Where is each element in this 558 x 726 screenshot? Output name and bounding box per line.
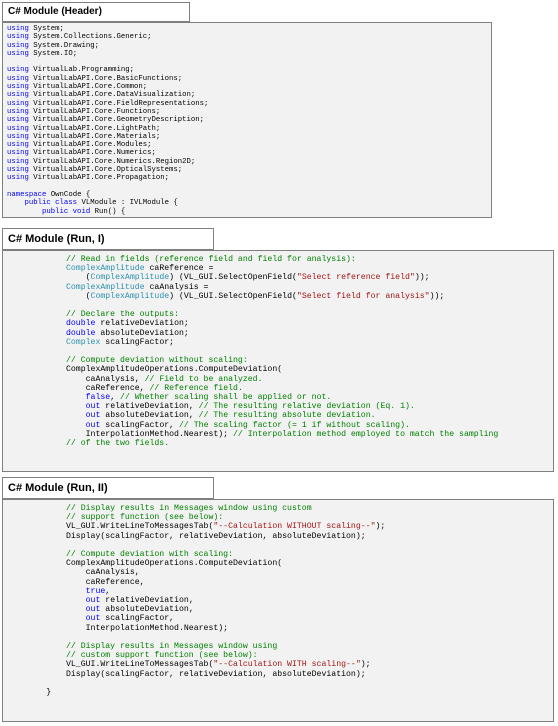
code-token: out: [85, 411, 101, 421]
code-token: ComplexAmplitude: [90, 291, 170, 301]
code-token: VirtualLabAPI.Core.Numerics;: [28, 149, 156, 158]
code-token: using: [7, 41, 29, 50]
code-token: ));: [429, 291, 445, 301]
code-token: [7, 208, 42, 216]
code-line: [7, 587, 549, 596]
code-token: VL_GUI.WriteLineToMessagesTab(: [7, 660, 214, 670]
code-line: [7, 365, 549, 374]
code-token: [7, 411, 86, 420]
code-line: [7, 141, 487, 149]
code-token: // Display results in Messages window using: [7, 642, 278, 652]
code-line: [7, 133, 487, 141]
code-line: [7, 83, 487, 91]
code-token: // Compute deviation without scaling:: [7, 356, 248, 366]
code-token: // Read in fields (reference field and field for analysis):: [7, 255, 356, 264]
code-listing: [7, 255, 549, 448]
code-token: using: [7, 132, 29, 141]
code-token: absoluteDeviation;: [95, 328, 189, 338]
code-token: ComplexAmplitude: [90, 273, 170, 283]
code-token: "Select reference field": [296, 273, 415, 283]
code-block-header: [2, 22, 492, 218]
code-token: System.Collections.Generic;: [28, 33, 152, 42]
section-title: C# Module (Header): [8, 6, 102, 17]
code-token: ));: [414, 273, 430, 283]
code-token: using: [7, 141, 29, 150]
code-token: using: [7, 99, 29, 108]
code-token: [7, 338, 66, 347]
code-token: VirtualLab.Programming;: [28, 66, 134, 75]
code-token: false: [85, 393, 111, 403]
code-token: using: [7, 157, 29, 166]
code-line: [7, 100, 487, 108]
code-line: [7, 208, 487, 216]
code-line: [7, 75, 487, 83]
code-token: [7, 393, 86, 402]
code-token: System;: [28, 25, 64, 33]
code-token: relativeDeviation,: [100, 596, 194, 606]
code-token: ) (VL_GUI.SelectOpenField(: [169, 291, 297, 301]
code-token: double: [65, 319, 96, 329]
code-line: [7, 568, 549, 577]
code-token: // Field to be analyzed.: [144, 374, 263, 384]
section-header-header: [2, 2, 190, 22]
code-line: [7, 273, 549, 282]
code-token: ComplexAmplitude: [65, 264, 145, 274]
code-token: // of the two fields.: [7, 439, 170, 449]
code-line: [7, 421, 549, 430]
code-line: [7, 292, 549, 301]
code-token: relativeDeviation;: [95, 319, 189, 329]
code-token: using: [7, 66, 29, 75]
code-line: [7, 255, 549, 264]
code-line: [7, 578, 549, 587]
code-token: ,: [110, 393, 121, 403]
code-token: caAnalysis,: [7, 374, 145, 384]
code-line: [7, 319, 549, 328]
code-token: VL_GUI.WriteLineToMessagesTab(: [7, 522, 214, 532]
code-line: [7, 125, 487, 133]
code-line: [7, 522, 549, 531]
code-token: caAnalysis,: [7, 568, 140, 578]
code-token: VirtualLabAPI.Core.Modules;: [28, 141, 152, 150]
code-token: double: [65, 328, 96, 338]
code-token: using: [7, 91, 29, 100]
code-line: [7, 439, 549, 448]
code-token: VirtualLabAPI.Core.LightPath;: [28, 124, 161, 133]
code-token: // support function (see below):: [7, 513, 224, 523]
code-line: [7, 158, 487, 166]
code-token: System.IO;: [28, 49, 78, 58]
code-token: out: [85, 605, 101, 615]
code-token: );: [375, 522, 386, 532]
code-token: [7, 264, 66, 273]
code-line: [7, 550, 549, 559]
code-line: [7, 347, 549, 356]
code-line: [7, 411, 549, 420]
code-token: VirtualLabAPI.Core.Materials;: [28, 132, 161, 141]
code-line: [7, 430, 549, 439]
code-token: scalingFactor,: [100, 614, 175, 624]
code-line: [7, 660, 549, 669]
code-token: scalingFactor,: [100, 420, 179, 430]
code-token: (: [7, 273, 91, 283]
code-token: using: [7, 149, 29, 158]
code-token: [7, 587, 86, 596]
code-token: [7, 283, 66, 292]
code-line: [7, 624, 549, 633]
code-token: VLModule : IVLModule {: [77, 199, 178, 208]
code-token: out: [85, 596, 101, 606]
code-line: [7, 375, 549, 384]
code-line: [7, 642, 549, 651]
code-token: // The resulting absolute deviation.: [198, 411, 376, 421]
code-token: using: [7, 25, 29, 33]
code-token: true: [85, 586, 106, 596]
code-token: // Declare the outputs:: [7, 310, 179, 320]
code-token: [7, 614, 86, 623]
code-token: using: [7, 74, 29, 83]
code-line: [7, 116, 487, 124]
code-token: ComplexAmplitudeOperations.ComputeDeviation(: [7, 365, 283, 375]
code-token: public class: [24, 199, 78, 208]
section-header-run-2: [2, 477, 214, 499]
code-token: using: [7, 166, 29, 175]
code-line: [7, 66, 487, 74]
code-token: relativeDeviation,: [100, 402, 199, 412]
code-token: VirtualLabAPI.Core.OpticalSystems;: [28, 166, 183, 175]
code-token: out: [85, 614, 101, 624]
code-line: [7, 108, 487, 116]
code-token: caReference =: [144, 264, 214, 274]
code-token: VirtualLabAPI.Core.Numerics.Region2D;: [28, 157, 196, 166]
code-token: [7, 329, 66, 338]
code-token: System.Drawing;: [28, 41, 99, 50]
code-token: [7, 199, 25, 207]
code-line: [7, 283, 549, 292]
code-token: Display(scalingFactor, relativeDeviation, absoluteDeviation);: [7, 531, 366, 541]
code-token: absoluteDeviation,: [100, 411, 199, 421]
code-token: [7, 596, 86, 605]
code-token: out: [85, 402, 101, 412]
section-header-run-1: [2, 228, 214, 250]
code-token: // Reference field.: [149, 383, 243, 393]
code-token: OwnCode {: [46, 190, 91, 199]
section-title: C# Module (Run, II): [8, 482, 108, 494]
code-block-run-1: [2, 250, 554, 472]
code-token: scalingFactor;: [100, 337, 175, 347]
code-listing: [7, 504, 549, 697]
code-token: Display(scalingFactor, relativeDeviation, absoluteDeviation);: [7, 669, 366, 679]
code-token: using: [7, 116, 29, 125]
code-block-run-2: [2, 499, 554, 722]
code-token: "Select field for analysis": [296, 291, 430, 301]
code-line: [7, 596, 549, 605]
code-token: using: [7, 33, 29, 42]
code-token: VirtualLabAPI.Core.DataVisualization;: [28, 91, 196, 100]
code-line: [7, 329, 549, 338]
code-token: caAnalysis =: [144, 282, 209, 292]
code-line: [7, 301, 549, 310]
code-token: absoluteDeviation,: [100, 605, 194, 615]
code-line: [7, 541, 549, 550]
code-token: VirtualLabAPI.Core.BasicFunctions;: [28, 74, 183, 83]
code-line: [7, 614, 549, 623]
code-token: out: [85, 420, 101, 430]
code-token: VirtualLabAPI.Core.FieldRepresentations;: [28, 99, 209, 108]
code-line: [7, 183, 487, 191]
code-line: [7, 393, 549, 402]
code-line: [7, 532, 549, 541]
code-token: ) (VL_GUI.SelectOpenField(: [169, 273, 297, 283]
code-token: // Display results in Messages window using custom: [7, 504, 312, 513]
code-token: caReference,: [7, 383, 150, 393]
code-token: VirtualLabAPI.Core.Propagation;: [28, 174, 170, 183]
code-line: [7, 149, 487, 157]
code-line: [7, 191, 487, 199]
code-line: [7, 174, 487, 182]
code-token: [7, 402, 86, 411]
code-token: // Compute deviation with scaling:: [7, 550, 234, 560]
code-token: Run() {: [90, 207, 126, 216]
code-token: using: [7, 174, 29, 183]
section-title: C# Module (Run, I): [8, 233, 105, 245]
code-line: [7, 688, 549, 697]
code-line: [7, 91, 487, 99]
code-token: VirtualLabAPI.Core.Common;: [28, 83, 148, 92]
code-token: InterpolationMethod.Nearest);: [7, 623, 229, 633]
code-line: [7, 679, 549, 688]
code-token: using: [7, 83, 29, 92]
code-token: // The scaling factor (= 1 if without scaling).: [179, 420, 410, 430]
code-line: [7, 166, 487, 174]
code-token: VirtualLabAPI.Core.Functions;: [28, 107, 161, 116]
code-line: [7, 50, 487, 58]
code-token: "--Calculation WITH scaling--": [213, 660, 361, 670]
code-line: [7, 58, 487, 66]
code-line: [7, 199, 487, 207]
code-token: InterpolationMethod.Nearest);: [7, 429, 234, 439]
code-token: namespace: [7, 190, 47, 199]
code-token: [7, 421, 86, 430]
code-token: // Whether scaling shall be applied or not.: [120, 393, 332, 403]
code-token: }: [7, 688, 52, 698]
code-token: [7, 319, 66, 328]
code-line: [7, 670, 549, 679]
code-token: ComplexAmplitudeOperations.ComputeDeviation(: [7, 559, 283, 569]
code-token: // Interpolation method employed to match the sampling: [233, 429, 499, 439]
code-token: ComplexAmplitude: [65, 282, 145, 292]
code-line: [7, 384, 549, 393]
code-line: [7, 42, 487, 50]
code-listing: [7, 25, 487, 216]
code-token: ,: [105, 586, 111, 596]
code-token: caReference,: [7, 577, 145, 587]
code-token: using: [7, 49, 29, 58]
code-token: public void: [42, 207, 91, 216]
code-token: // custom support function (see below):: [7, 651, 258, 661]
code-token: [7, 605, 86, 614]
code-token: VirtualLabAPI.Core.GeometryDescription;: [28, 116, 205, 125]
code-line: [7, 25, 487, 33]
code-line: [7, 633, 549, 642]
code-token: Complex: [65, 337, 101, 347]
code-token: using: [7, 124, 29, 133]
code-token: (: [7, 291, 91, 301]
code-token: // The resulting relative deviation (Eq. 1).: [198, 402, 415, 412]
code-token: );: [360, 660, 371, 670]
code-line: [7, 338, 549, 347]
code-token: using: [7, 107, 29, 116]
code-line: [7, 33, 487, 41]
code-token: "--Calculation WITHOUT scaling--": [213, 522, 376, 532]
code-line: [7, 504, 549, 513]
